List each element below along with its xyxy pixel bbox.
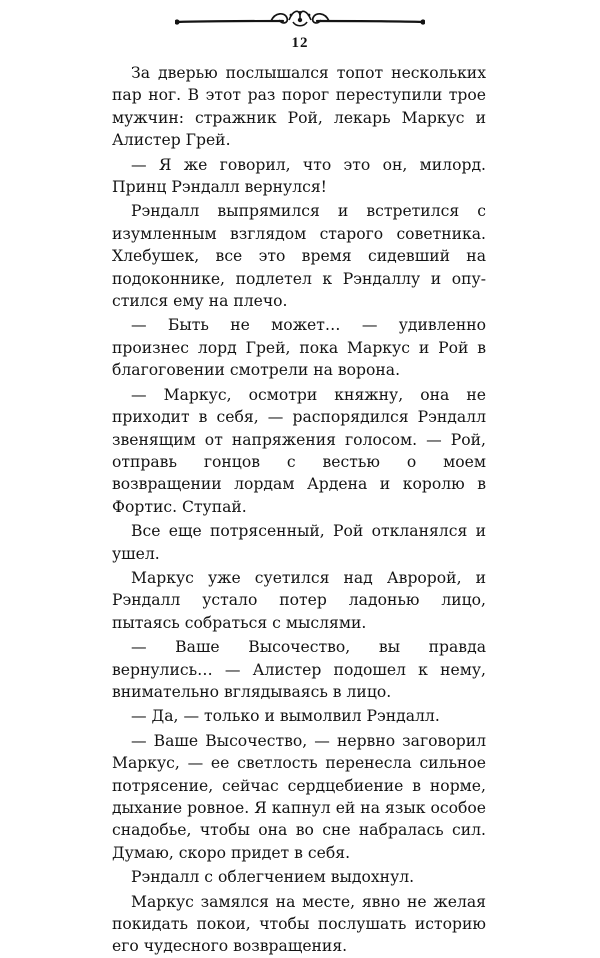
- paragraph: — Я же говорил, что это он, милорд. Принц Рэндалл вернулся!: [112, 155, 486, 197]
- paragraph: Рэндалл с облегчением выдохнул.: [131, 868, 415, 887]
- paragraph: Маркус уже суетился над Авророй, и Рэндалл устало потер ладонью лицо, пытаясь собраться с мыслями.: [112, 568, 486, 632]
- paragraph: — Да, — только и вымолвил Рэндалл.: [131, 707, 440, 726]
- page-number: 12: [291, 35, 309, 51]
- body-text: [112, 62, 486, 958]
- paragraph: Все еще потрясенный, Рой откланялся и ушел.: [112, 522, 486, 563]
- header-ornament-icon: [175, 6, 425, 34]
- paragraph: — Быть не может… — удивленно произнес лорд Грей, пока Маркус и Рой в благоговении смотрели на ворона.: [112, 316, 486, 380]
- paragraph: — Ваше Высочество, вы правда вернулись… — Алистер подошел к нему, внимательно вглядываясь в лицо.: [112, 638, 486, 701]
- paragraph: Маркус замялся на месте, явно не желая покидать покои, чтобы послушать историю его чудесного возвращения.: [112, 892, 486, 956]
- paragraph: За дверью послышался топот нескольких пар ног. В этот раз порог переступили трое мужчин: стражник Рой, лекарь Маркус и Алистер Грей.: [112, 64, 486, 150]
- paragraph: — Ваше Высочество, — нервно заговорил Маркус, — ее светлость перенесла сильное потрясение, сейчас сердцебиение в норме, дыхание ровное. Я капнул ей на язык особое снадобье, чтобы она во сне набралась сил. Думаю, скоро придет в себя.: [112, 731, 486, 862]
- paragraph: — Маркус, осмотри княжну, она не приходит в себя, — распорядился Рэндалл звенящим от напряжения голосом. — Рой, отправь гонцов с вестью о моем возвращении лордам Ардена и королю в Фортис. Ступай.: [112, 385, 486, 516]
- paragraph: Рэндалл выпрямился и встретился с изумленным взглядом старого советника. Хлебушек, все это время сидевший на подоконнике, подлетел к Рэндаллу и опустился ему на плечо.: [112, 202, 486, 311]
